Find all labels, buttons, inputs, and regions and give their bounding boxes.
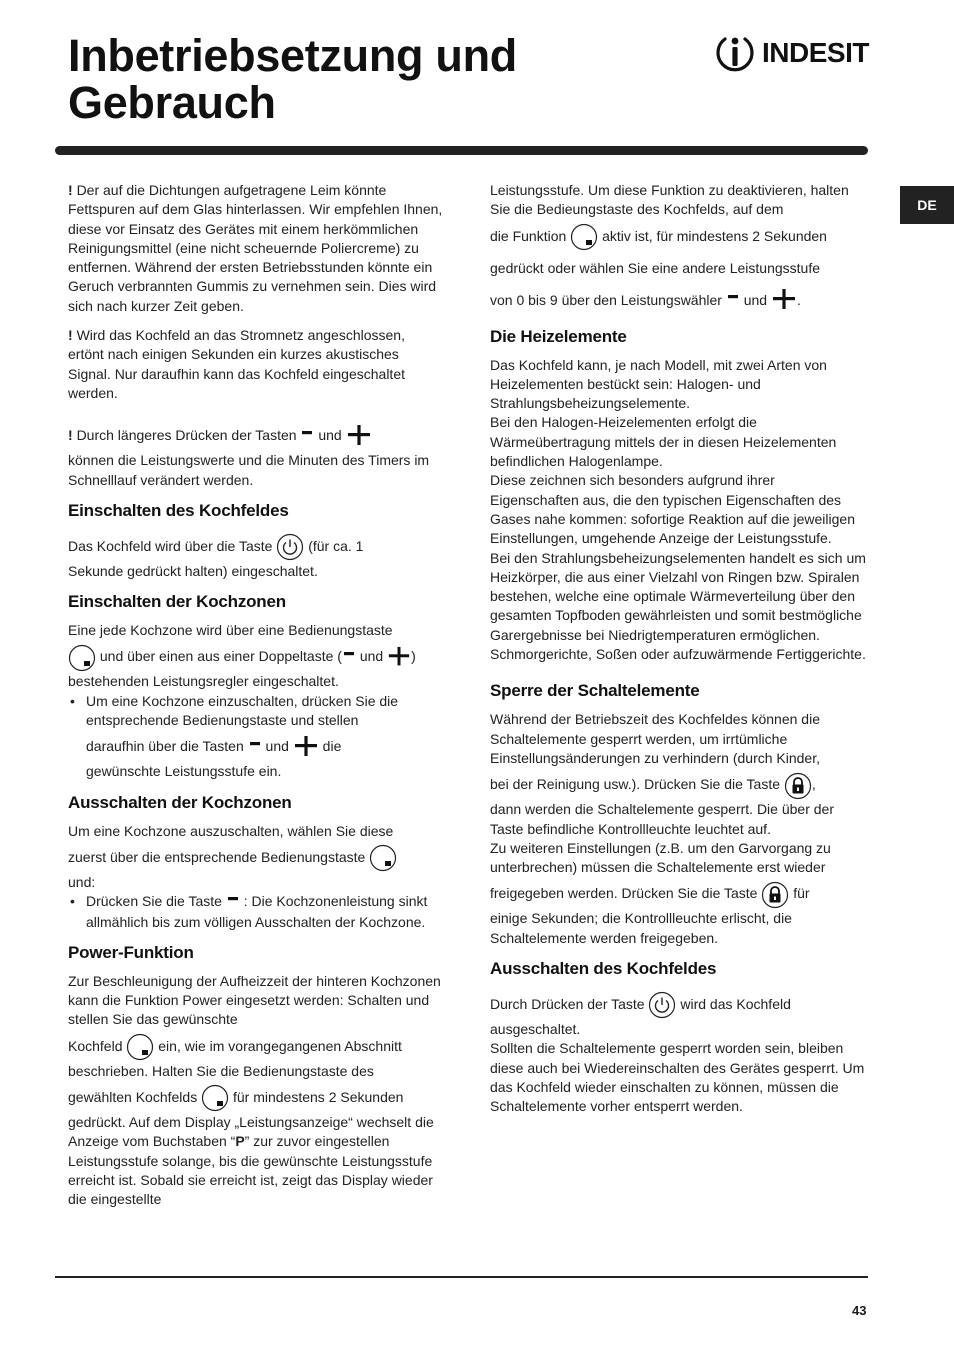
page-number: 43 — [852, 1303, 867, 1318]
text-einschalten-kochfeld: Das Kochfeld wird über die Taste (für ca. 1 Sekunde gedrückt halten) eingeschaltet. — [68, 530, 444, 581]
power-icon — [648, 991, 676, 1019]
text-ausschalten-zonen: Um eine Kochzone auszuschalten, wählen Sie diese zuerst über die entsprechende Bedienungstaste und: — [68, 822, 444, 893]
minus-icon — [300, 425, 314, 449]
indesit-i-logo-icon — [714, 32, 756, 76]
text-power-continued: Leistungsstufe. Um diese Funktion zu deaktivieren, halten Sie die Bedieungstaste des Kochfelds, auf dem die Funktion aktiv ist, für mindestens 2 Sekunden gedrückt oder wählen Sie eine andere Leistungsstufe von 0 bis 9 über den Leistungswähler und . — [490, 181, 866, 316]
plus-icon — [771, 289, 797, 313]
left-column — [68, 181, 444, 1210]
minus-icon — [248, 736, 262, 760]
text-power: Zur Beschleunigung der Aufheizzeit der hinteren Kochzonen kann die Funktion Power eingesetzt werden: Schalten und stellen Sie das gewünschte Kochfeld ein, wie im vorangegangenen Abschnitt beschrieben. Halten Sie die Bedienungstaste des gewählten Kochfelds für mindestens 2 Sekunden gedrückt. Auf dem Display „Leistungsanzeige“ wechselt die Anzeige vom Buchstaben “P” zur zuvor eingestellen Leistungsstufe solange, bis die gewünschte Leistungsstufe erreicht ist. Sobald sie erreicht ist, zeigt das Display wieder die eingestellte — [68, 972, 441, 1208]
header-rule — [55, 146, 868, 155]
plus-icon — [293, 736, 319, 760]
power-icon — [276, 533, 304, 561]
minus-icon — [726, 289, 740, 313]
zone-key-icon — [68, 644, 96, 672]
list-item: • Drücken Sie die Taste : Die Kochzonenleistung sinkt allmählich bis zum völligen Ausschalten der Kochzone. — [68, 892, 444, 932]
heading-einschalten-zonen: Einschalten der Kochzonen — [68, 592, 286, 612]
footer-rule — [55, 1276, 868, 1278]
note-glue: ! Der auf die Dichtungen aufgetragene Leim könnte Fettspuren auf dem Glas hinterlassen. Wir empfehlen Ihnen, diese vor Einsatz des Gerätes mit einem herkömmlichen Reinigungsmittel (eine nicht scheuernde Poliercreme) zu entfernen. Während der ersten Betriebsstunden könnte ein Geruch verbrannten Gummis zu vernehmen sein. Dies wird sich nach kurzer Zeit geben. — [68, 182, 443, 314]
heading-sperre: Sperre der Schaltelemente — [490, 681, 700, 701]
heading-ausschalten-zonen: Ausschalten der Kochzonen — [68, 792, 292, 812]
text-heizelemente: Das Kochfeld kann, je nach Modell, mit zwei Arten von Heizelementen bestückt sein: Halogen- und Strahlungsbeheizungselemente. Bei den Halogen-Heizelementen erfolgt die Wärmeübertragung mittels der in diesen Heizelementen befindlichen Halogenlampe. Diese zeichnen sich besonders aufgrund ihrer Eigenschaften aus, die den typischen Eigenschaften des Gases nahe kommen: sofortige Reaktion auf die jeweiligen Einstellungen, umgehende Anzeige der Leistungsstufe. Bei den Strahlungsbeheizungselementen handelt es sich um Heizkörper, die aus einer Vielzahl von Ringen bzw. Spiralen bestehen, welche eine optimale Wärmeverteilung über den gesamten Topfboden gewährleisten und somit bestmögliche Garergebnisse bei Niedrigtemperaturen ermöglichen. Schmorgerichte, Soßen oder aufzuwärmende Fertiggerichte. — [490, 356, 866, 663]
note-fast-change: ! Durch längeres Drücken der Tasten und können die Leistungswerte und die Minuten des Timers im Schnelllauf verändert werden. — [68, 419, 444, 490]
brand-name: INDESIT — [762, 37, 869, 68]
minus-icon — [226, 893, 240, 913]
minus-icon — [342, 646, 356, 670]
text-einschalten-zonen: Eine jede Kochzone wird über eine Bedienungstaste und über einen aus einer Doppeltaste ( und ) bestehenden Leistungsregler eingeschaltet. — [68, 622, 416, 690]
zone-key-icon — [126, 1033, 154, 1061]
zone-key-icon — [201, 1084, 229, 1112]
page-title: Inbetriebsetzung und Gebrauch — [68, 30, 517, 128]
zone-key-icon — [570, 223, 598, 251]
plus-icon — [346, 425, 372, 449]
text-sperre: Während der Betriebszeit des Kochfeldes können die Schaltelemente gesperrt werden, um irrtümliche Einstellungsänderungen zu verhindern (durch Kinder, bei der Reinigung usw.). Drücken Sie die Taste , dann werden die Schaltelemente gesperrt. Die über der Taste befindliche Kontrollleuchte leuchtet auf. Zu weiteren Einstellungen (z.B. um den Garvorgang zu unterbrechen) müssen die Schaltelemente erst wieder freigegeben werden. Drücken Sie die Taste für einige Sekunden; die Kontrollleuchte erlischt, die Schaltelemente werden freigegeben. — [490, 711, 834, 946]
zone-key-icon — [369, 844, 397, 872]
right-column — [490, 181, 866, 1117]
heading-heizelemente: Die Heizelemente — [490, 326, 627, 346]
note-power-signal: ! Wird das Kochfeld an das Stromnetz angeschlossen, ertönt nach einigen Sekunden ein kurzes akustisches Signal. Nur daraufhin kann das Kochfeld eingeschaltet werden. — [68, 327, 405, 401]
brand-logo — [714, 32, 870, 76]
text-ausschalten-kochfeld: Durch Drücken der Taste wird das Kochfeld ausgeschaltet. Sollten die Schaltelemente gesperrt worden sein, bleiben diese auch bei Wiedereinschalten des Gerätes gesperrt. Um das Kochfeld wieder einschalten zu können, müssen die Schaltelemente vorher entsperrt werden. — [490, 988, 866, 1116]
plus-icon — [387, 646, 411, 670]
list-item: • Um eine Kochzone einzuschalten, drücken Sie die entsprechende Bedienungstaste und stellen daraufhin über die Tasten und die gewünschte Leistungsstufe ein. — [68, 692, 444, 782]
language-tab: DE — [900, 186, 954, 224]
heading-power: Power-Funktion — [68, 942, 194, 962]
lock-icon — [761, 881, 789, 909]
heading-ausschalten-kochfeld: Ausschalten des Kochfeldes — [490, 959, 717, 979]
lock-icon — [784, 772, 812, 800]
display-letter-p: P — [235, 1133, 245, 1150]
heading-einschalten-kochfeld: Einschalten des Kochfeldes — [68, 500, 289, 520]
